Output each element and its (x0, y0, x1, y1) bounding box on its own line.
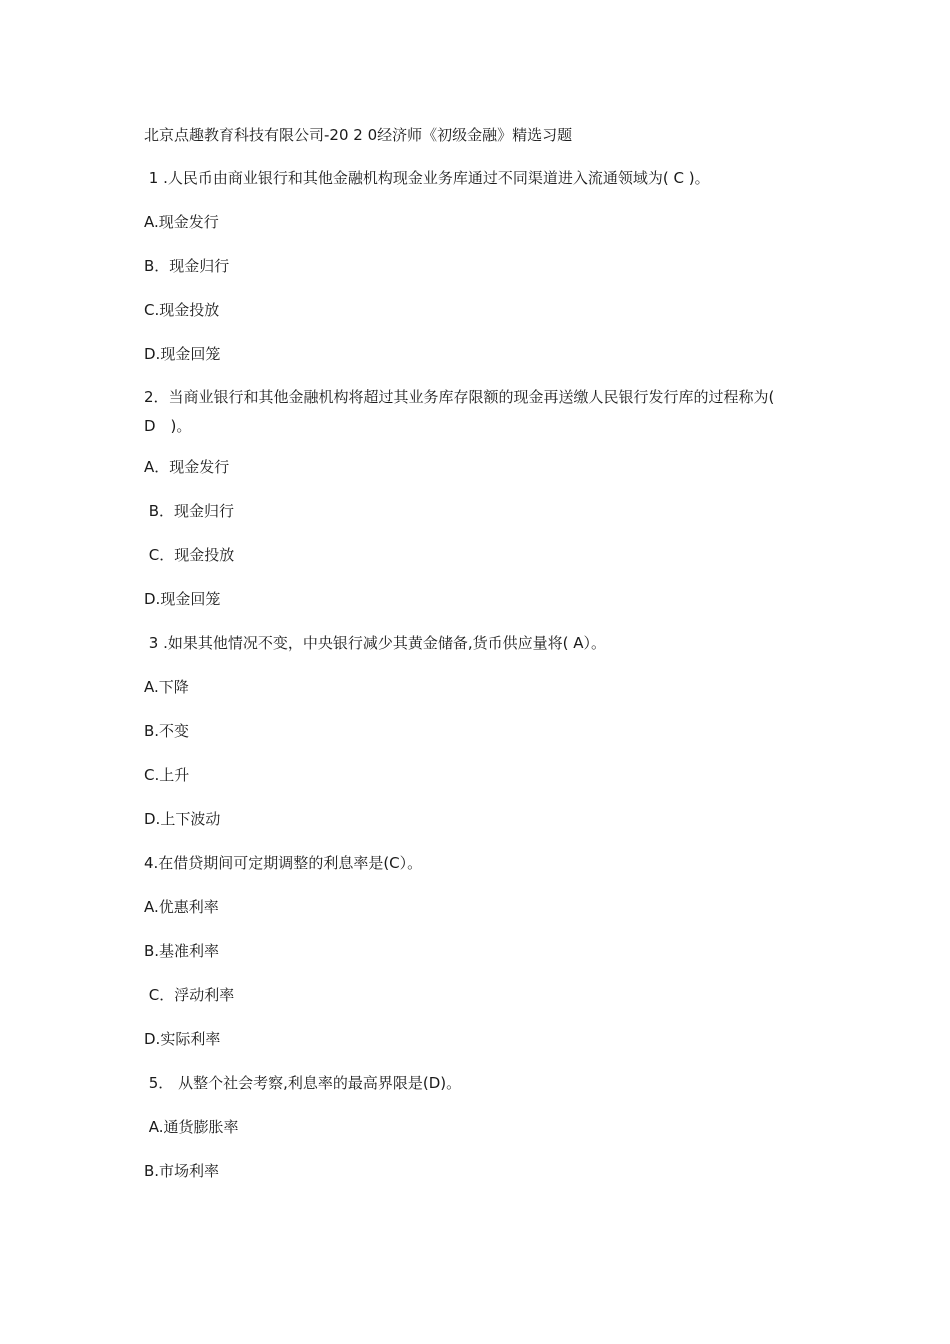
document-content (144, 124, 824, 1204)
question-4-option-c: C．浮动利率 (144, 986, 235, 1004)
question-1-option-b: B．现金归行 (144, 257, 230, 275)
document-title: 北京点趣教育科技有限公司-20 2 0经济师《初级金融》精选习题 (144, 126, 573, 144)
question-1-stem: 1 .人民币由商业银行和其他金融机构现金业务库通过不同渠道进入流通领域为( C )。 (144, 169, 710, 187)
question-3-option-c: C.上升 (144, 766, 190, 784)
question-5-stem: 5． 从整个社会考察,利息率的最高界限是(D)。 (144, 1074, 462, 1092)
question-2-option-c: C．现金投放 (144, 546, 235, 564)
question-5-option-b: B.市场利率 (144, 1162, 220, 1180)
question-3-option-b: B.不变 (144, 722, 190, 740)
question-4-option-d: D.实际利率 (144, 1030, 221, 1048)
question-2-option-d: D.现金回笼 (144, 590, 221, 608)
question-3-stem: 3 .如果其他情况不变，中央银行减少其黄金储备,货币供应量将( A）。 (144, 634, 607, 652)
question-3-option-d: D.上下波动 (144, 810, 221, 828)
question-2-option-a: A．现金发行 (144, 458, 230, 476)
question-3-option-a: A.下降 (144, 678, 189, 696)
question-1-option-a: A.现金发行 (144, 213, 219, 231)
question-2-stem: 2．当商业银行和其他金融机构将超过其业务库存限额的现金再送缴人民银行发行库的过程称为( D )。 (144, 388, 775, 435)
question-2-option-b: B．现金归行 (144, 502, 235, 520)
question-4-option-b: B.基准利率 (144, 942, 220, 960)
question-4-option-a: A.优惠利率 (144, 898, 219, 916)
question-4-stem: 4.在借贷期间可定期调整的利息率是(C）。 (144, 854, 423, 872)
question-1-option-d: D.现金回笼 (144, 345, 221, 363)
question-5-option-a: A.通货膨胀率 (144, 1118, 239, 1136)
question-1-option-c: C.现金投放 (144, 301, 220, 319)
